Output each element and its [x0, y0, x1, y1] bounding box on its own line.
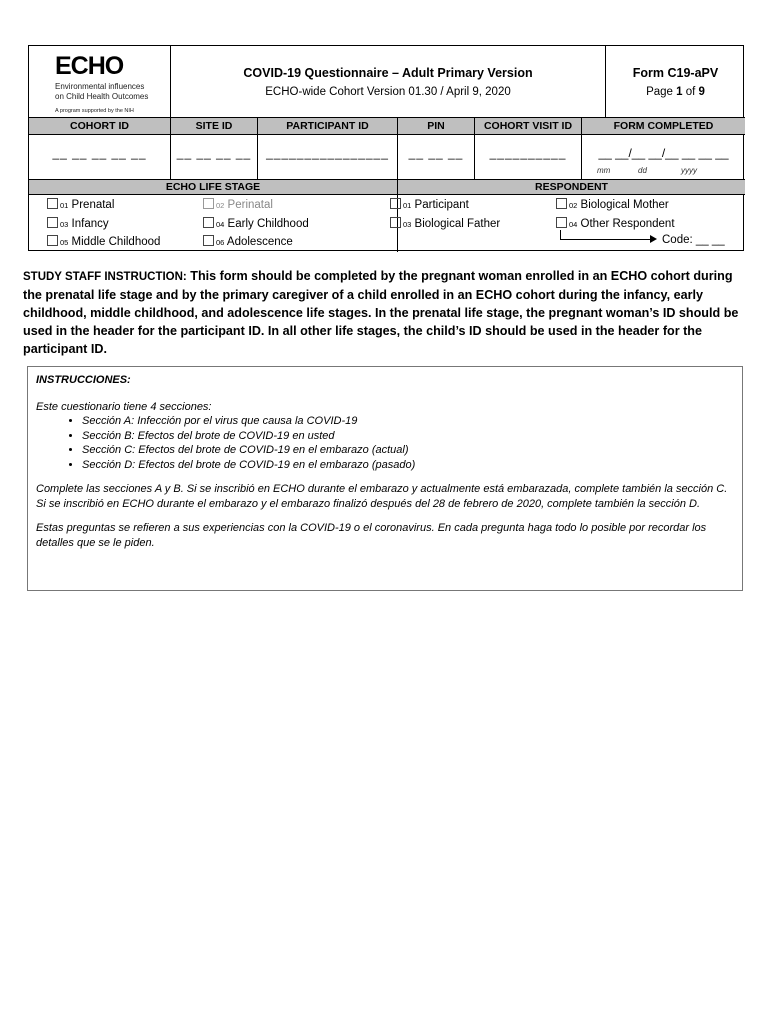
checkbox-icon[interactable]	[390, 198, 401, 209]
code-label: Code:	[662, 234, 693, 246]
echo-logo	[31, 48, 169, 116]
life-stage-adolescence[interactable]: 06 Adolescence	[203, 235, 293, 248]
instrucciones-paragraph: Complete las secciones A y B. Si se inscribió en ECHO durante el embarazo y actualmente está embarazada, complete también la sección C. Si se inscribió en ECHO durante el embarazo y el embarazo finalizó después del 28 de febrero de 2020, complete también la sección D.	[36, 483, 728, 510]
site-id-field[interactable]: __ __ __ __	[176, 146, 252, 160]
checkbox-icon[interactable]	[203, 217, 214, 228]
respondent-participant[interactable]: 01 Participant	[390, 198, 469, 211]
cohort-visit-id-field[interactable]: __________	[489, 146, 567, 160]
col-pin: PIN	[398, 118, 474, 134]
logo-subtitle-line1: Environmental influences	[55, 82, 145, 91]
instrucciones-box	[27, 366, 743, 591]
participant-id-field[interactable]: ________________	[266, 146, 389, 160]
form-header-table	[28, 45, 744, 251]
checkbox-icon[interactable]	[203, 235, 214, 246]
date-hint-yyyy: yyyy	[681, 166, 697, 175]
life-stage-perinatal[interactable]: 02 Perinatal	[203, 198, 273, 211]
logo-subtitle	[55, 82, 148, 102]
checkbox-icon[interactable]	[556, 198, 567, 209]
respondent-heading: RESPONDENT	[398, 180, 745, 194]
page-label: Page	[646, 86, 673, 98]
life-stage-middle-childhood[interactable]: 05 Middle Childhood	[47, 235, 160, 248]
checkbox-icon[interactable]	[47, 235, 58, 246]
arrow-connector	[560, 239, 652, 240]
checkbox-icon[interactable]	[556, 217, 567, 228]
life-stage-prenatal[interactable]: 01 Prenatal	[47, 198, 114, 211]
checkbox-icon[interactable]	[203, 198, 214, 209]
page-indicator	[606, 86, 745, 98]
list-item: • Sección A: Infección por el virus que causa la COVID-19	[82, 414, 734, 429]
form-title: COVID-19 Questionnaire – Adult Primary Version	[243, 66, 533, 80]
arrow-right-icon	[650, 235, 657, 243]
instrucciones-heading: INSTRUCCIONES:	[36, 374, 131, 386]
col-cohort-visit-id: COHORT VISIT ID	[475, 118, 581, 134]
page-total: 9	[698, 86, 705, 98]
life-stage-infancy[interactable]: 03 Infancy	[47, 217, 109, 230]
pin-field[interactable]: __ __ __	[408, 146, 464, 160]
respondent-biological-mother[interactable]: 02 Biological Mother	[556, 198, 669, 211]
life-stage-heading: ECHO LIFE STAGE	[29, 180, 397, 194]
logo-subtitle-line2: on Child Health Outcomes	[55, 92, 149, 101]
date-hint-mm: mm	[597, 166, 611, 175]
study-staff-instruction	[23, 267, 749, 358]
page-current: 1	[676, 86, 683, 98]
instrucciones-intro: Este cuestionario tiene 4 secciones:	[36, 400, 212, 413]
form-id-cell	[606, 46, 745, 116]
checkbox-icon[interactable]	[47, 217, 58, 228]
form-version: ECHO-wide Cohort Version 01.30 / April 9, 2020	[265, 86, 511, 98]
checkbox-icon[interactable]	[390, 217, 401, 228]
list-item: • Sección C: Efectos del brote de COVID-19 en el embarazo (actual)	[82, 443, 734, 458]
col-participant-id: PARTICIPANT ID	[258, 118, 397, 134]
col-site-id: SITE ID	[171, 118, 257, 134]
checkbox-icon[interactable]	[47, 198, 58, 209]
other-respondent-code[interactable]	[662, 234, 725, 246]
cohort-id-field[interactable]: __ __ __ __ __	[52, 146, 147, 160]
life-stage-early-childhood[interactable]: 04 Early Childhood	[203, 217, 309, 230]
respondent-biological-father[interactable]: 03 Biological Father	[390, 217, 500, 230]
instruction-text: This form should be completed by the pregnant woman enrolled in an ECHO cohort during the prenatal life stage and by the primary caregiver of a child enrolled in an ECHO cohort during the infancy, early childhood, middle childhood, and adolescence life stages. In the prenatal life stage, the pregnant woman’s ID should be used in the header for the participant ID. In all other life stages, the child’s ID should be used in the header for the participant ID.	[23, 269, 739, 356]
col-cohort-id: COHORT ID	[29, 118, 170, 134]
list-item: • Sección D: Efectos del brote de COVID-19 en el embarazo (pasado)	[82, 458, 734, 473]
section-list	[36, 414, 734, 472]
col-form-completed: FORM COMPLETED	[582, 118, 745, 134]
form-title-cell	[171, 46, 605, 116]
logo-mark: ECHO	[55, 52, 124, 80]
logo-nih-note: A program supported by the NIH	[55, 108, 134, 114]
page-of: of	[685, 86, 696, 98]
instrucciones-paragraph: Estas preguntas se refieren a sus experiencias con la COVID-19 o el coronavirus. En cada pregunta haga todo lo posible por recordar los detalles que se le piden.	[36, 522, 707, 549]
form-completed-date-field[interactable]: __ __/__ __/__ __ __ __	[598, 146, 729, 160]
date-hint-dd: dd	[638, 166, 647, 175]
instruction-lead: STUDY STAFF INSTRUCTION:	[23, 271, 187, 283]
list-item: • Sección B: Efectos del brote de COVID-19 en usted	[82, 429, 734, 444]
form-id: Form C19-aPV	[632, 66, 719, 80]
respondent-other[interactable]: 04 Other Respondent	[556, 217, 675, 230]
code-field[interactable]: __ __	[695, 234, 725, 246]
